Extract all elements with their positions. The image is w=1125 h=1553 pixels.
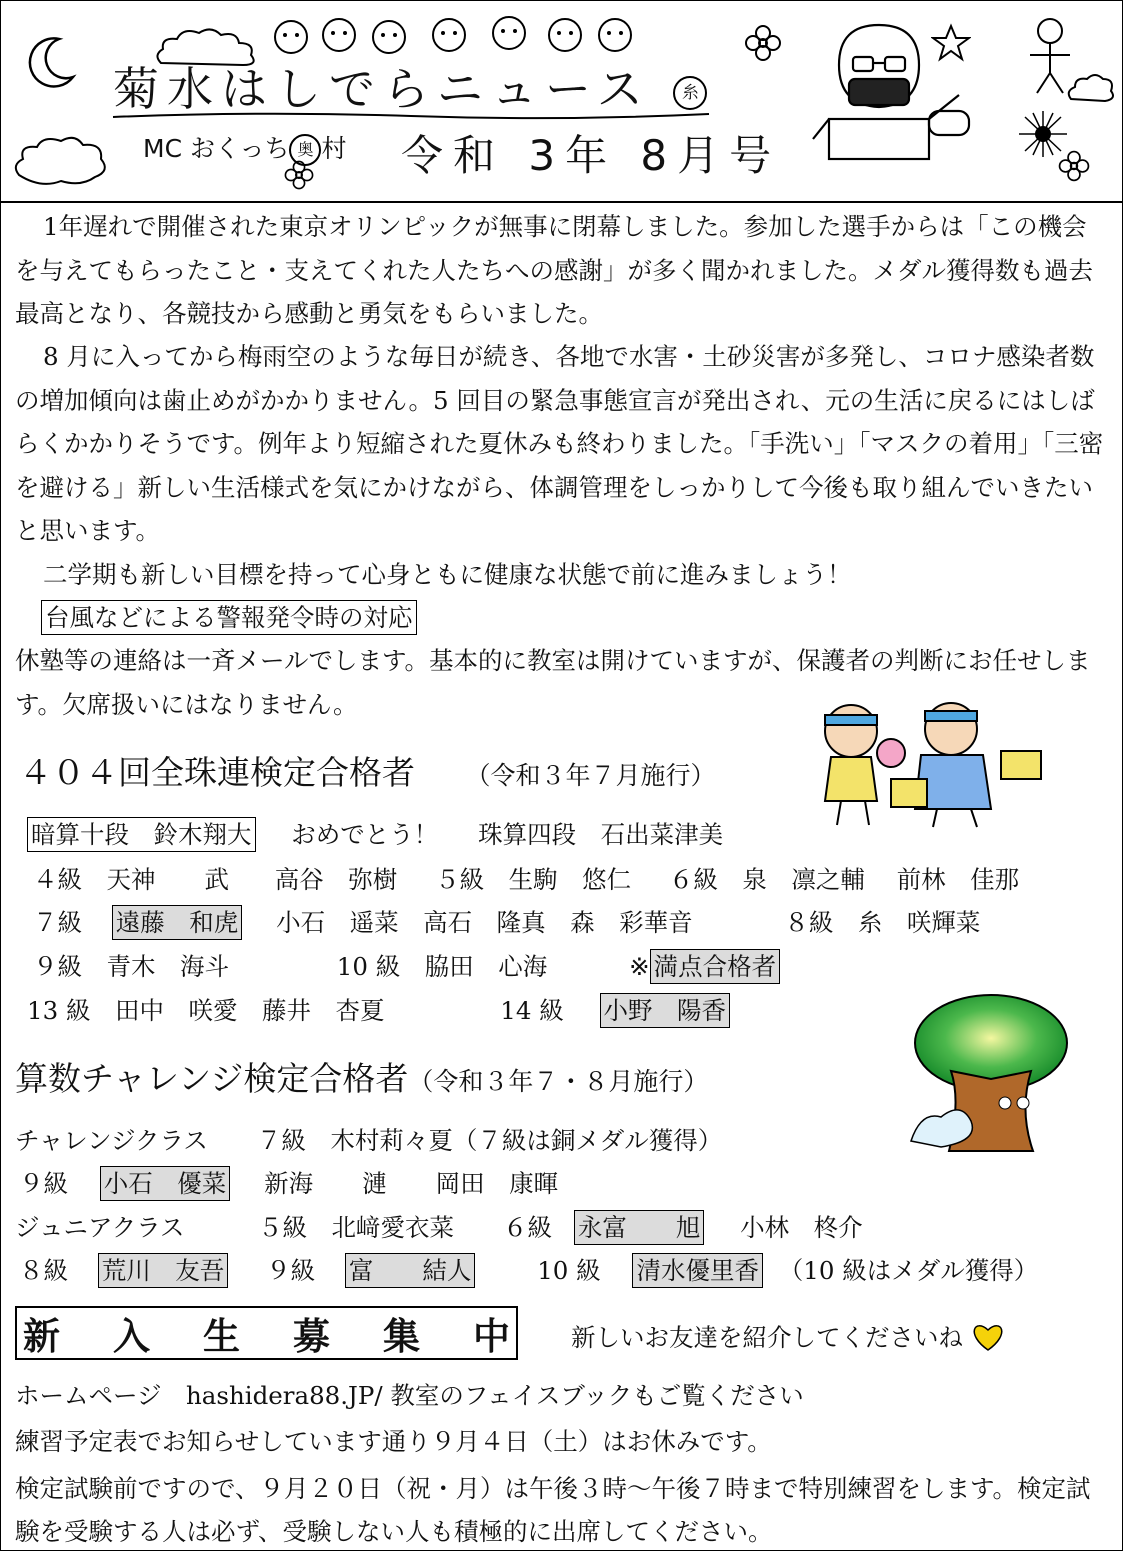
title-mark: 糸	[673, 76, 707, 110]
tree-illustration	[901, 991, 1071, 1161]
typhoon-section	[41, 596, 417, 640]
math-line-3	[15, 1209, 863, 1245]
medal-name: 永富 旭	[574, 1210, 705, 1245]
abacus-4dan: 珠算四段 石出菜津美	[478, 820, 724, 849]
grade-label: ７級	[33, 908, 82, 937]
grade-label: ９級	[266, 1256, 316, 1285]
pass-names: 小石 遥菜 高石 隆真 森 彩華音	[276, 908, 693, 937]
grade-label: 10 級	[537, 1256, 601, 1285]
heart-icon	[971, 1322, 1005, 1352]
exam-line-4	[33, 948, 780, 984]
recruit-message: 新しいお友達を紹介してくださいね	[571, 1323, 963, 1352]
intro-paragraph-2: 8 月に入ってから梅雨空のような毎日が続き、各地で水害・土砂災害が多発し、コロナ感染者数の増加傾向は歯止めがかかりません。5 回目の緊急事態宣言が発出され、元の生活に戻るにはしばらくかかりそうです。例年より短縮された夏休みも終わりました。「手洗い」「マスクの着用」「三密を避ける」新しい生活様式を気にかけながら、体調管理をしっかりして今後も取り組んでいきたいと思います。	[15, 342, 1104, 546]
pass-name: ８級 糸 咲輝菜	[784, 908, 981, 937]
medal-name: 富 結人	[345, 1253, 476, 1288]
mc-mark: 奥	[289, 134, 321, 166]
class-label: ジュニアクラス ５級 北﨑愛衣菜 ６級	[15, 1213, 553, 1242]
exam-line-5	[27, 992, 730, 1028]
mc-suffix: 村	[321, 134, 347, 163]
issue-date: 令和 3年 8月号	[401, 131, 782, 180]
pass-name: ６級 泉 凛之輔	[668, 865, 865, 894]
recruitment-banner	[15, 1306, 518, 1360]
typhoon-heading: 台風などによる警報発令時の対応	[41, 600, 417, 635]
math-line-4	[19, 1252, 1038, 1288]
medal-name: 荒川 友吾	[98, 1253, 229, 1288]
pass-name: ４級 天神 武	[33, 865, 229, 894]
recruit-char: 集	[383, 1315, 420, 1358]
grade-label: ８級	[19, 1256, 68, 1285]
exam-line-3	[33, 904, 980, 940]
title-underline	[111, 109, 711, 121]
perfect-score-name: 遠藤 和虎	[112, 905, 243, 940]
math-line-1: チャレンジクラス ７級 木村莉々夏（７級は銅メダル獲得）	[15, 1126, 723, 1155]
intro-paragraph-1: 1年遅れで開催された東京オリンピックが無事に閉幕しました。参加した選手からは「この機会を与えてもらったこと・支えてくれた人たちへの感謝」が多く聞かれました。メダル獲得数も過去最高となり、各競技から感動と勇気をもらいました。	[15, 212, 1093, 329]
perfect-score-legend: 満点合格者	[650, 949, 781, 984]
exam-line-1	[27, 816, 723, 852]
festival-children-illustration	[791, 691, 1061, 831]
exam-title-text: ４０４回全珠連検定合格者	[19, 753, 415, 792]
intro-paragraph-3: 二学期も新しい目標を持って心身ともに健康な状態で前に進みましょう！	[43, 560, 852, 589]
medal-name: 清水優里香	[632, 1253, 763, 1288]
cloud-icon	[11, 129, 111, 191]
pass-name: 10 級 脇田 心海	[336, 952, 548, 981]
math-title	[15, 1053, 708, 1100]
note-mark: ※	[629, 952, 650, 981]
medal-note: （10 級はメダル獲得）	[778, 1256, 1039, 1285]
footer-special-practice: 検定試験前ですので、９月２０日（祝・月）は午後３時～午後７時まで特別練習をします。検定試験を受験する人は必ず、受験しない人も積極的に出席してください。	[15, 1474, 1091, 1546]
math-title-text: 算数チャレンジ検定合格者	[15, 1059, 409, 1098]
recruit-message-row	[571, 1319, 1005, 1354]
flower-icon	[743, 23, 783, 63]
children-faces-icon	[269, 11, 669, 59]
perfect-score-name: 小野 陽香	[600, 993, 731, 1028]
exam-line-2	[33, 861, 1019, 896]
congrats-text: おめでとう！	[291, 820, 439, 849]
pass-names: 13 級 田中 咲愛 藤井 杏夏	[27, 996, 385, 1025]
pass-name: 小林 柊介	[740, 1213, 863, 1242]
grade-label: ９級	[19, 1169, 68, 1198]
recruit-char: 中	[473, 1315, 510, 1358]
pass-name: ９級 青木 海斗	[33, 952, 229, 981]
footer-homepage: ホームページ hashidera88.JP/ 教室のフェイスブックもご覧ください	[15, 1381, 804, 1410]
typhoon-body: 休塾等の連絡は一斉メールでします。基本的に教室は開けていますが、保護者の判断にお任せします。欠席扱いにはなりません。	[15, 646, 1091, 719]
exam-title	[19, 747, 716, 794]
grade-label: 14 級	[500, 996, 564, 1025]
mc-label	[143, 129, 347, 166]
mc-name: MC おくっち	[143, 134, 290, 163]
flower-icon	[283, 159, 315, 191]
exam-date: （令和３年７月施行）	[465, 761, 716, 790]
mental-calc-10dan: 暗算十段 鈴木翔大	[27, 817, 256, 852]
recruit-char: 生	[203, 1315, 240, 1358]
recruit-char: 新	[23, 1315, 60, 1358]
recruit-char: 入	[113, 1315, 150, 1358]
math-line-2	[19, 1165, 558, 1201]
flower-icon	[1057, 149, 1091, 183]
pass-names: 新海 漣 岡田 康暉	[264, 1169, 559, 1198]
medal-name: 小石 優菜	[100, 1166, 231, 1201]
moon-icon	[23, 33, 79, 89]
pass-name: 高谷 弥樹	[274, 865, 398, 894]
star-icon	[931, 23, 971, 63]
header-banner	[1, 1, 1122, 203]
recruit-char: 募	[293, 1315, 330, 1358]
pass-name: 前林 佳那	[896, 865, 1020, 894]
footer-holiday: 練習予定表でお知らせしています通り９月４日（土）はお休みです。	[15, 1427, 772, 1456]
cloud-icon	[1065, 71, 1117, 105]
pass-name: ５級 生駒 悠仁	[435, 865, 632, 894]
math-date: （令和３年７・８月施行）	[408, 1067, 709, 1096]
title-text: 菊水はしでらニュース	[113, 62, 651, 116]
